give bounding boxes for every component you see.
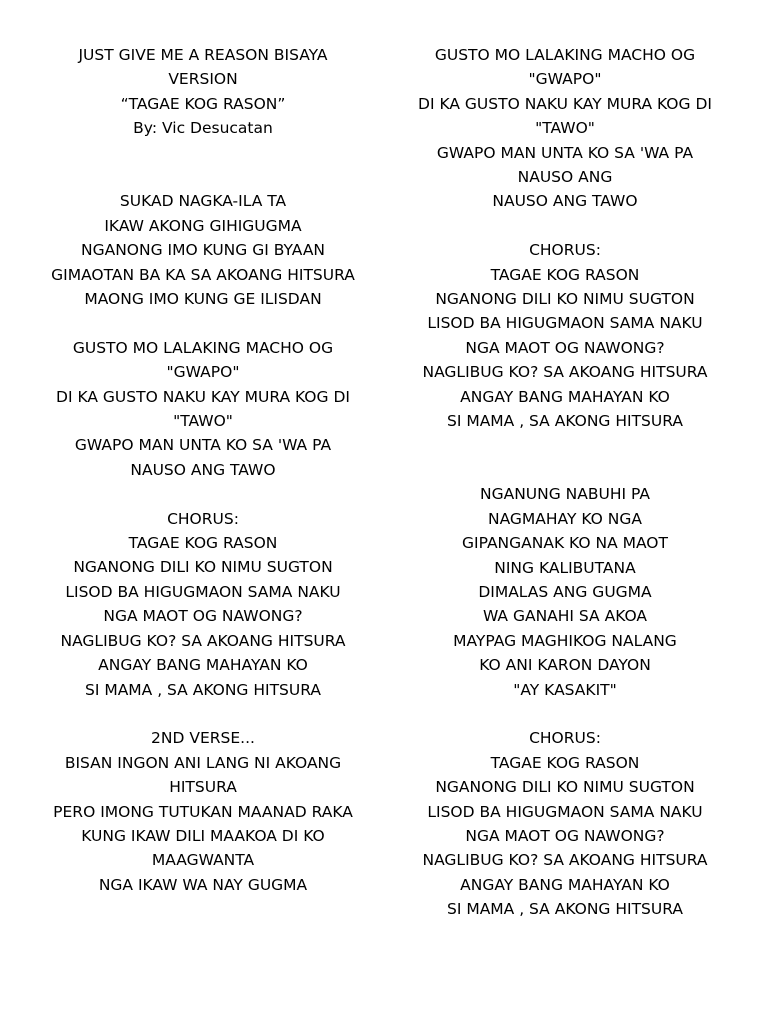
stanza-gap <box>28 482 378 506</box>
lyric-line: NGA MAOT OG NAWONG? <box>465 826 665 845</box>
lyric-line: NGA MAOT OG NAWONG? <box>103 607 303 626</box>
lyric-line: DIMALAS ANG GUGMA <box>478 582 652 601</box>
lyric-line: NAGLIBUG KO? SA AKOANG HITSURA <box>422 851 708 870</box>
lyric-line: "TAWO" <box>535 119 595 138</box>
lyric-line: MAONG IMO KUNG GE ILISDAN <box>84 290 322 309</box>
lyric-line: NGA IKAW WA NAY GUGMA <box>98 875 308 894</box>
lyric-line: GUSTO MO LALAKING MACHO OG <box>434 46 696 64</box>
lyric-line: ANGAY BANG MAHAYAN KO <box>98 656 308 675</box>
verse-2 <box>28 336 378 482</box>
lyric-line: LISOD BA HIGUGMAON SAMA NAKU <box>65 582 341 601</box>
lyric-line: GUSTO MO LALAKING MACHO OG <box>72 338 334 357</box>
verse-3 <box>28 726 378 897</box>
lyric-line: "GWAPO" <box>166 363 240 382</box>
lyric-line: GIMAOTAN BA KA SA AKOANG HITSURA <box>51 265 355 284</box>
lyric-line: HITSURA <box>169 778 237 797</box>
lyric-line: LISOD BA HIGUGMAON SAMA NAKU <box>427 802 703 821</box>
title-line: JUST GIVE ME A REASON BISAYA <box>78 46 328 64</box>
lyric-line: SUKAD NAGKA-ILA TA <box>119 192 287 211</box>
lyric-line: NGANONG DILI KO NIMU SUGTON <box>435 290 695 309</box>
author-line: By: Vic Desucatan <box>133 119 273 138</box>
lyric-line: ANGAY BANG MAHAYAN KO <box>460 387 670 406</box>
verse-heading: 2ND VERSE... <box>151 729 255 748</box>
lyric-line: MAYPAG MAGHIKOG NALANG <box>453 631 677 650</box>
chorus <box>28 507 378 702</box>
lyric-line: NAUSO ANG TAWO <box>492 192 638 211</box>
lyric-line: GWAPO MAN UNTA KO SA 'WA PA <box>436 143 694 162</box>
lyric-line: BISAN INGON ANI LANG NI AKOANG <box>64 753 342 772</box>
right-column <box>390 43 740 922</box>
left-column <box>28 43 378 897</box>
lyric-line: NAGMAHAY KO NGA <box>487 509 643 528</box>
stanza-gap <box>390 702 740 726</box>
stanza-gap <box>28 311 378 335</box>
title-line: “TAGAE KOG RASON” <box>120 94 286 113</box>
chorus-1 <box>390 238 740 433</box>
lyric-line: LISOD BA HIGUGMAON SAMA NAKU <box>427 314 703 333</box>
lyric-line: NGA MAOT OG NAWONG? <box>465 338 665 357</box>
lyric-line: SI MAMA , SA AKONG HITSURA <box>446 900 683 919</box>
lyric-line: NAGLIBUG KO? SA AKOANG HITSURA <box>60 631 346 650</box>
lyric-line: NAUSO ANG <box>517 168 613 187</box>
lyric-line: NGANONG DILI KO NIMU SUGTON <box>435 778 695 797</box>
lyric-line: TAGAE KOG RASON <box>490 265 640 284</box>
lyric-line: "AY KASAKIT" <box>513 680 617 699</box>
chorus-heading: CHORUS: <box>529 241 601 260</box>
lyric-line: GIPANGANAK KO NA MAOT <box>462 534 668 553</box>
lyric-line: NGANONG DILI KO NIMU SUGTON <box>73 558 333 577</box>
lyric-line: NGANONG IMO KUNG GI BYAAN <box>80 241 326 260</box>
lyric-line: NING KALIBUTANA <box>494 558 636 577</box>
lyric-line: SI MAMA , SA AKONG HITSURA <box>446 412 683 431</box>
lyric-line: TAGAE KOG RASON <box>490 753 640 772</box>
verse-top <box>390 43 740 214</box>
lyric-line: DI KA GUSTO NAKU KAY MURA KOG DI <box>56 387 350 406</box>
stanza-gap <box>28 141 378 190</box>
lyric-line: "GWAPO" <box>528 70 602 89</box>
song-title-block <box>28 43 378 141</box>
lyric-line: PERO IMONG TUTUKAN MAANAD RAKA <box>53 802 353 821</box>
lyric-line: KUNG IKAW DILI MAAKOA DI KO <box>81 826 325 845</box>
lyric-line: NAUSO ANG TAWO <box>130 460 276 479</box>
stanza-gap <box>390 433 740 482</box>
lyric-line: WA GANAHI SA AKOA <box>482 607 648 626</box>
lyric-line: ANGAY BANG MAHAYAN KO <box>460 875 670 894</box>
chorus-2 <box>390 726 740 921</box>
chorus-heading: CHORUS: <box>167 509 239 528</box>
lyric-line: "TAWO" <box>173 412 233 431</box>
verse-1 <box>28 189 378 311</box>
lyric-line: MAAGWANTA <box>151 851 255 870</box>
stanza-gap <box>28 702 378 726</box>
bridge <box>390 482 740 702</box>
title-line: VERSION <box>168 70 238 89</box>
lyric-line: SI MAMA , SA AKONG HITSURA <box>84 680 321 699</box>
lyric-line: IKAW AKONG GIHIGUGMA <box>104 216 302 235</box>
lyric-line: DI KA GUSTO NAKU KAY MURA KOG DI <box>418 94 712 113</box>
lyric-line: KO ANI KARON DAYON <box>479 656 651 675</box>
lyric-line: NGANUNG NABUHI PA <box>480 485 650 504</box>
lyric-line: GWAPO MAN UNTA KO SA 'WA PA <box>74 436 332 455</box>
stanza-gap <box>390 214 740 238</box>
lyric-line: NAGLIBUG KO? SA AKOANG HITSURA <box>422 363 708 382</box>
lyric-line: TAGAE KOG RASON <box>128 534 278 553</box>
chorus-heading: CHORUS: <box>529 729 601 748</box>
